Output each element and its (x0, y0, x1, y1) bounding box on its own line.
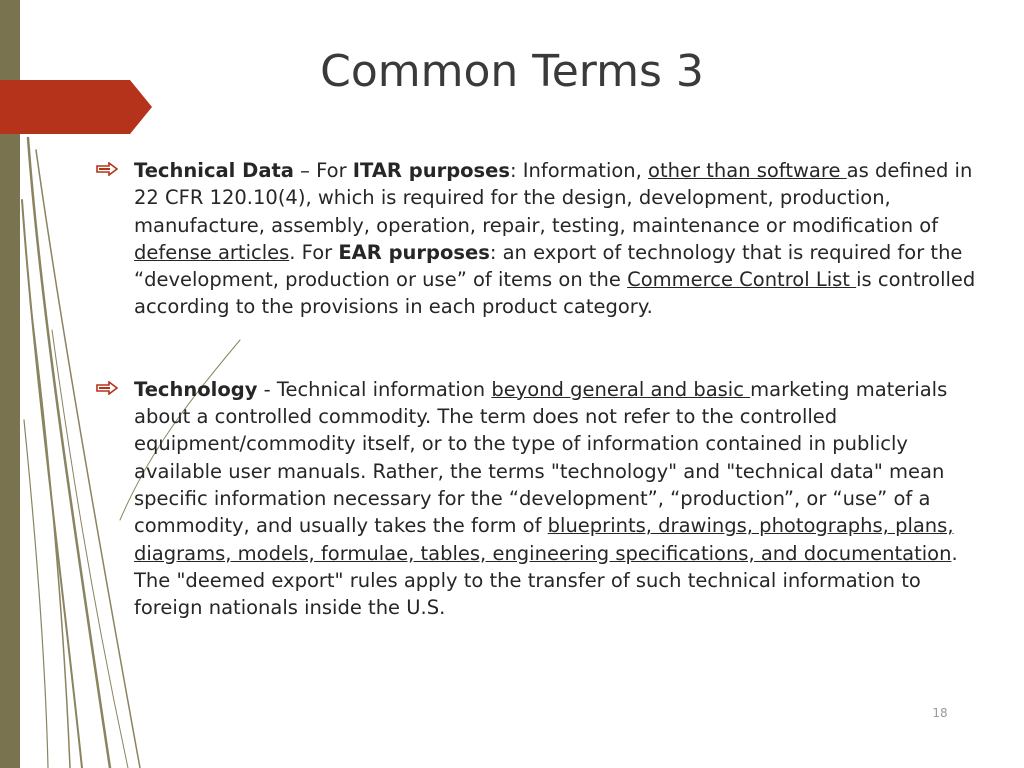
text-segment: . The "deemed export" rules apply to the transfer of such technical information to foreign nationals inside the U.S. (134, 541, 958, 620)
bullet-technology (96, 376, 976, 622)
link-blueprints-drawings[interactable]: blueprints, drawings, photographs, plans, diagrams, models, formulae, tables, engineering specifications, and documentation (134, 514, 954, 565)
link-commerce-control-list[interactable]: Commerce Control List (627, 268, 857, 292)
text-segment: marketing materials about a controlled commodity. The term does not refer to the controlled equipment/commodity itself, or to the type of information contained in publicly available user manuals. Rather, the terms "technology" and "technical data" mean specific information necessary for the “development”, “production”, or “use” of a commodity, and usually takes the form of (134, 377, 948, 538)
page-number: 18 (932, 706, 948, 720)
slide-title: Common Terms 3 (320, 46, 704, 97)
itar-purposes-label: ITAR purposes (352, 159, 510, 182)
text-segment: . For (289, 240, 339, 264)
text-segment: as defined in 22 CFR 120.10(4), which is required for the design, development, production, manufacture, assembly, operation, repair, testing, maintenance or modification of (134, 159, 973, 237)
link-other-than-software[interactable]: other than software (648, 159, 847, 182)
text-segment: is controlled according to the provisions in each product category. (134, 268, 976, 319)
arrow-bullet-icon (96, 381, 118, 395)
text-segment: – For (293, 159, 353, 182)
link-defense-articles[interactable]: defense articles (134, 240, 290, 264)
arrow-bullet-icon (96, 162, 118, 176)
text-segment: : Information, (510, 159, 649, 182)
text-segment: : an export of technology that is required for the “development, production or use” of items on the (134, 240, 963, 292)
bullet-technical-data (96, 157, 976, 321)
text-segment: - Technical information (257, 377, 492, 401)
ear-purposes-label: EAR purposes (338, 240, 490, 264)
link-beyond-general-and-basic[interactable]: beyond general and basic (491, 377, 751, 401)
term-technology: Technology (134, 377, 258, 401)
term-technical-data: Technical Data (134, 159, 294, 182)
slide-content (96, 157, 976, 621)
